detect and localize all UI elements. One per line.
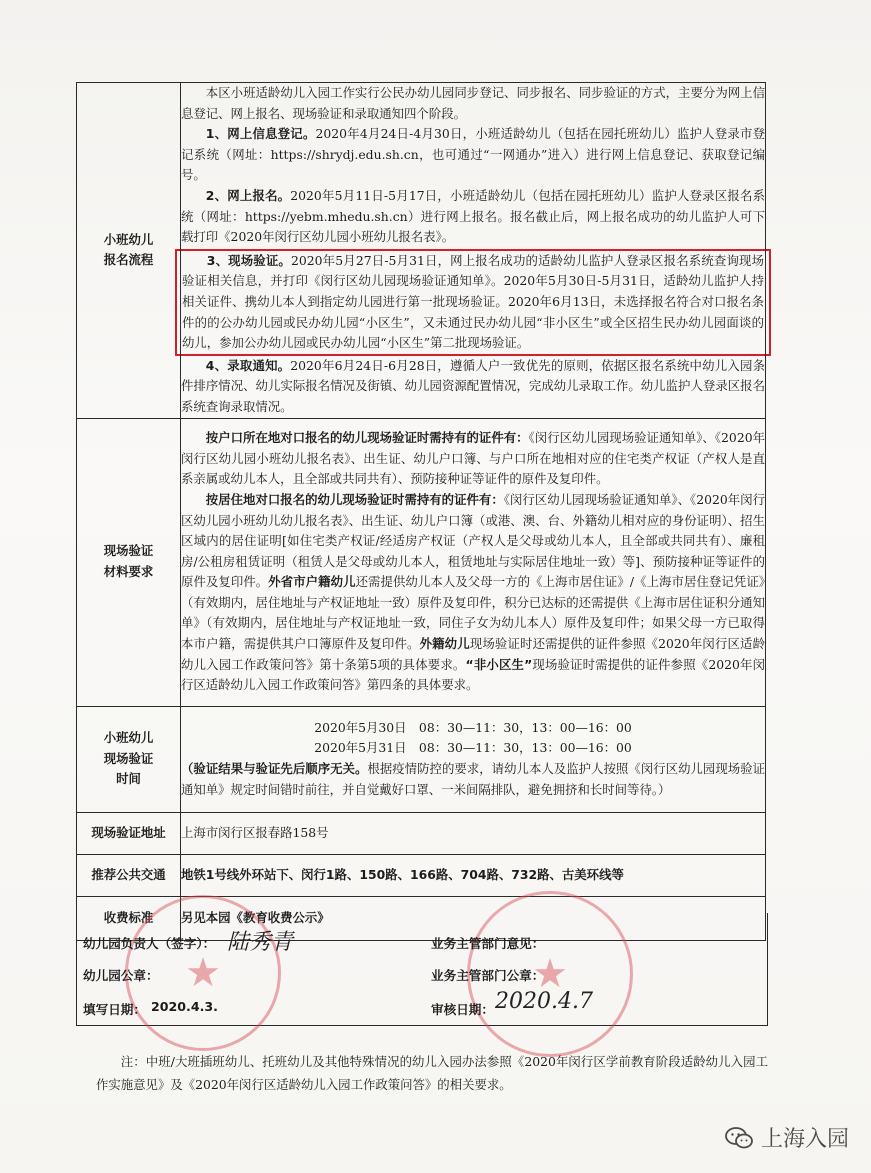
highlight-box xyxy=(175,249,771,356)
row-address xyxy=(77,812,766,854)
label-materials-text: 现场验证 材料要求 xyxy=(103,543,154,579)
step3-title: 3、现场验证。 xyxy=(206,252,291,268)
step4-text: 2020年6月24日-6月28日，遵循人户一致优先的原则，依据区报名系统中幼儿入园条件排序情况、幼儿实际报名情况及街镇、幼儿园资源配置情况，完成幼儿录取工作。幼儿监护人登录区报名系统查询录取情况。 xyxy=(181,357,765,414)
content-materials xyxy=(181,418,766,706)
process-step2 xyxy=(181,186,765,248)
label-transit: 推荐公共交通 xyxy=(77,854,181,896)
materials-p3-bold: 外省市户籍幼儿 xyxy=(268,574,356,590)
materials-p1-text: 《闵行区幼儿园现场验证通知单》、《2020年闵行区幼儿园小班幼儿报名表》、出生证、幼儿户口簿、与户口所在地相对应的住宅类产权证（产权人是直系亲属或幼儿本人，且全部或共同共有）、预防接种证等证件的原件及复印件。 xyxy=(181,430,765,487)
head-handwritten-signature: 陆秀青 xyxy=(227,930,294,955)
materials-p5-text: 现场验证时需提供的证件参照《2020年闵行区适龄幼儿入园工作政策问答》第四条的具体要求。 xyxy=(181,656,765,693)
time-note-bold: （验证结果与验证先后顺序无关。 xyxy=(181,761,368,776)
materials-p5-bold: “非小区生” xyxy=(465,656,533,672)
watermark-text: 上海入园 xyxy=(760,1127,849,1152)
signature-section xyxy=(76,913,768,1026)
row-materials xyxy=(77,418,766,706)
step2-title: 2、网上报名。 xyxy=(205,187,291,203)
row-process xyxy=(77,83,766,419)
footnote: 注：中班/大班插班幼儿、托班幼儿及其他特殊情况的幼儿入园办法参照《2020年闵行区学前教育阶段适龄幼儿入园工作实施意见》及《2020年闵行区适龄幼儿入园工作政策问答》的相关要求。 xyxy=(96,1054,768,1092)
admission-info-table xyxy=(76,82,766,941)
value-transit xyxy=(181,854,766,896)
step2-text: 2020年5月11日-5月17日，小班适龄幼儿（包括在园托班幼儿）监护人登录区报名系统（网址：https://yebm.mhedu.sh.cn）进行网上报名。报名截止后，网上报名成功的幼儿监护人可下载打印《2020年闵行区幼儿园小班幼儿报名表》。 xyxy=(181,187,765,245)
process-intro: 本区小班适龄幼儿入园工作实行公民办幼儿园同步登记、同步报名、同步验证的方式，主要分为网上信息登记、网上报名、现场验证和录取通知四个阶段。 xyxy=(181,85,765,121)
label-address: 现场验证地址 xyxy=(77,812,181,854)
label-fee: 收费标准 xyxy=(77,896,181,940)
time-note-text: 根据疫情防控的要求，请幼儿本人及监护人按照《闵行区幼儿园现场验证通知单》规定时间错时前往，并自觉戴好口罩、一米间隔排队，避免拥挤和长时间等待。） xyxy=(181,761,766,797)
head-signature-label: 幼儿园负责人（签字）： xyxy=(83,936,216,951)
row-time xyxy=(77,706,766,812)
dept-seal-label: 业务主管部门公章： xyxy=(431,968,545,983)
materials-p3-text: 还需提供幼儿本人及父母一方的《上海市居住证》/《上海市居住登记凭证》（有效期内，居住地址与产权证地址一致）原件及复印件，积分已达标的还需提供《上海市居住证积分通知单》（有效期内，居住地址与产权证地址一致，同住子女为幼儿本人）原件及复印件；如果父母一方已取得本市户籍，需提供其户口簿原件及复印件。 xyxy=(181,574,765,652)
value-transit-text: 地铁1号线外环站下、闵行1路、150路、166路、704路、732路、古美环线等 xyxy=(181,866,624,882)
label-materials xyxy=(77,418,181,706)
dept-seal-star-icon: ★ xyxy=(532,951,568,997)
dept-opinion-label: 业务主管部门意见： xyxy=(431,936,545,951)
materials-p1 xyxy=(181,428,765,490)
fill-date-value: 2020.4.3. xyxy=(151,999,218,1014)
materials-p4-bold: 外籍幼儿 xyxy=(419,636,470,652)
materials-p2 xyxy=(181,490,765,696)
materials-p4-text: 现场验证时还需提供的证件参照《2020年闵行区适龄幼儿入园工作政策问答》第十条第5项的具体要求。 xyxy=(181,636,766,672)
kindergarten-seal-label: 幼儿园公章： xyxy=(83,968,159,983)
time-line-1: 2020年5月30日 08：30—11：30，13：00—16：00 xyxy=(314,719,632,735)
review-date-handwritten: 2020.4.7 xyxy=(495,989,593,1014)
step1-text: 2020年4月24日-4月30日，小班适龄幼儿（包括在园托班幼儿）监护人登录市登记系统（网址：https://shrydj.edu.sh.cn，也可通过“一网通办”进入）进行网上信息登记、获取登记编号。 xyxy=(181,126,765,183)
value-fee-text: 另见本园《教育收费公示》 xyxy=(181,909,330,925)
label-process xyxy=(77,83,181,419)
value-address: 上海市闵行区报春路158号 xyxy=(181,812,766,854)
step1-title: 1、网上信息登记。 xyxy=(205,126,316,142)
label-time-text: 小班幼儿 现场验证 时间 xyxy=(103,730,154,787)
label-process-text: 小班幼儿 报名流程 xyxy=(103,231,154,268)
seal-star-icon: ★ xyxy=(185,950,221,996)
materials-p2-text: 《闵行区幼儿园现场验证通知单》、《2020年闵行区幼儿园小班幼儿幼儿报名表》、出生证、幼儿户口簿（或港、澳、台、外籍幼儿相对应的身份证明）、招生区域内的居住证明[如住宅类产权证/经适房产权证（产权人是父母或幼儿本人，且全部或共同共有）、廉租房/公租房租赁证明（租赁人是父母或幼儿本人，租赁地址与实际居住地址一致）等]、预防接种证等证件的原件及复印件。 xyxy=(181,491,766,590)
step3-text: 2020年5月27日-5月31日，网上报名成功的适龄幼儿监护人登录区报名系统查询现场验证相关信息，并打印《闵行区幼儿园现场验证通知单》。2020年5月30日-5月31日，适龄幼儿监护人持相关证件、携幼儿本人到指定幼儿园进行第一批现场验证。2020年6月13日，未选择报名符合对口报名条件的的公办幼儿园或民办幼儿园“小区生”，又未通过民办幼儿园“非小区生”或全区招生民办幼儿园面谈的幼儿，参加公办幼儿园或民办幼儿园“小区生”第二批现场验证。 xyxy=(182,252,764,351)
row-transit xyxy=(77,854,766,896)
content-process xyxy=(181,83,766,419)
content-time xyxy=(181,706,766,812)
process-step1 xyxy=(181,124,765,186)
materials-p2-bold: 按居住地对口报名的幼儿现场验证时需持有的证件有： xyxy=(205,491,504,507)
review-date-label: 审核日期： xyxy=(431,1002,494,1017)
process-step3 xyxy=(182,251,764,354)
fill-date-label: 填写日期： xyxy=(83,1002,146,1017)
time-note xyxy=(181,759,765,800)
materials-p1-bold: 按户口所在地对口报名的幼儿现场验证时需持有的证件有： xyxy=(205,430,529,446)
process-step4 xyxy=(181,356,765,418)
label-time xyxy=(77,706,181,812)
watermark xyxy=(725,1122,849,1153)
time-line-2: 2020年5月31日 08：30—11：30，13：00—16：00 xyxy=(314,740,632,756)
wechat-icon xyxy=(725,1127,753,1149)
step4-title: 4、录取通知。 xyxy=(205,357,291,373)
